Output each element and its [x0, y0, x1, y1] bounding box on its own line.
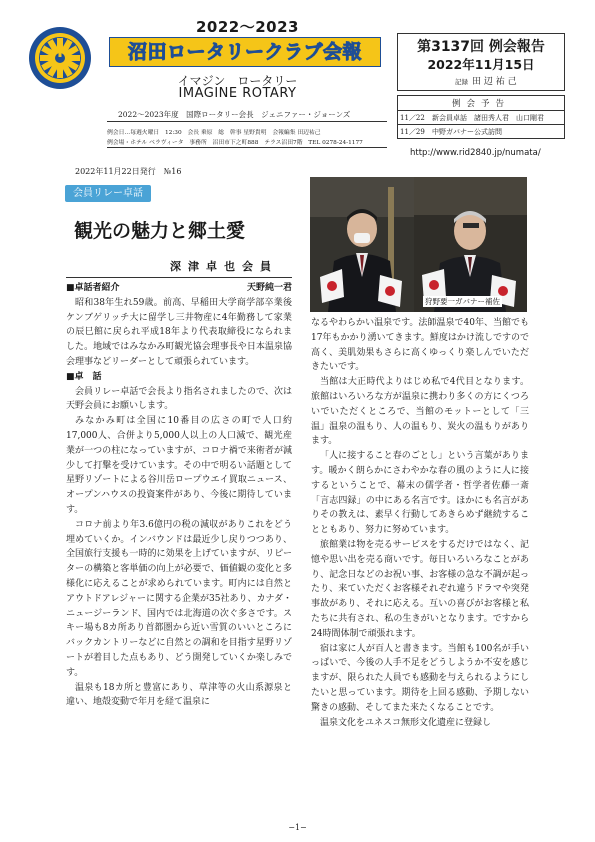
paragraph: 温泉文化をユネスコ無形文化遺産に登録し: [320, 717, 492, 728]
recorder-label: 記録: [455, 78, 468, 86]
theme-japanese: イマジン ロータリー: [177, 74, 298, 88]
article-left-column: [66, 281, 292, 710]
schedule-text: 中野ガバナー公式訪問: [430, 125, 565, 139]
speaker-photo-illustration: [310, 177, 414, 312]
theme-english: IMAGINE ROTARY: [178, 86, 297, 101]
speaker-photo: [310, 177, 414, 312]
meeting-info: 例会日…毎週火曜日 12:30 会長 乗原 総 幹事 星野貴明 会報編集 田辺祐己: [107, 130, 321, 136]
header-divider: [107, 121, 387, 122]
club-url[interactable]: http://www.rid2840.jp/numata/: [410, 148, 541, 158]
president-line: 2022～2023年度 国際ロータリー会長 ジェニファー・ジョーンズ: [118, 110, 351, 119]
photo-caption: 狩野要一ガバナー補佐: [425, 297, 500, 306]
schedule-date: 11／29: [398, 125, 431, 139]
header-divider: [107, 147, 387, 148]
speaker-divider: [66, 277, 292, 278]
paragraph: みなかみ町は全国に10番目の広さの町で人口約17,000人、合併より5,000人以上の人口減で、観光産業が一つの柱になっていますが、コロナ禍で来術者が減少して打撃を受けています。その中で明るい話題として星野リゾートによる谷川岳ロープウエイ買取ニュース、オープンハウスの投資案件があり、今後に期待しています。: [66, 416, 292, 515]
article-right-column: [311, 316, 529, 730]
guest-photo: [414, 177, 527, 312]
paragraph: 当館は大正時代よりはじめ私で4代目となります。旅館はいろいろな方が温泉に携わり多くの方にくつろいでいただくところで、当館のモットーとして「三温」温泉の温もり、人の温もり、炭火の温もりがあります。: [311, 377, 529, 447]
paragraph: コロナ前より年3.6億円の税の減収がありこれをどう埋めていくか。インバウンドは最近少し戻りつつあり、全国旅行支援も一時的に効果を上げていますが、リピーターの構築と客単価の向上が必要で、価値観の変化と多様化に応えることが求められています。町内には自然とアウトドアレジャーに関する企業が35社あり、カナダ・ニュージーランド、国内では北海道の次ぐ多さです。スキー場も8カ所あり首都圏から近い雪質のいいところにバックカントリーなどに自然との調和を目指す星野リゾートが着目した点もあり、どう開発していくか楽しみです。: [66, 519, 292, 678]
paragraph: 旅館業は物を売るサービスをするだけではなく、記憶や思い出を売る商いです。毎日いろいろなことがあり、記念日などのお祝い事、お客様の急な不調が起ったり、来ていただくお客様それぞれ違うドラマや突発事故があり、それに応える。互いの喜びがお客様と私たちに共有され、私の生きがいとなります。ですから24時間体制で頑張れます。: [311, 539, 529, 639]
article-headline: 観光の魅力と郷土愛: [74, 220, 246, 242]
schedule-text: 新会員卓話 諸田秀人君 山口剛君: [430, 111, 565, 125]
club-title: 沼田ロータリークラブ会報: [127, 41, 362, 63]
paragraph: 「人に接すること春のごとし」という言葉があります。暖かく朗らかにさわやかな春の風のように人に接するということで、幕末の儒学者・哲学者佐藤一斎「言志四録」の中にある名言です。ほかにも名言がありその教えは、素早く行動してあきらめず継続することともあり、努力に努めています。: [311, 451, 529, 536]
article-tag: 会員リレー卓話: [65, 185, 151, 202]
report-date: 2022年11月15日: [427, 57, 535, 72]
schedule-row: [398, 111, 565, 125]
fiscal-years: 2022～2023: [196, 18, 299, 36]
issue-date: 2022年11月22日発行 №16: [75, 167, 182, 176]
page-number: −1−: [288, 823, 307, 832]
recorder-name: 田 辺 祐 己: [472, 77, 517, 87]
recorder: [455, 74, 517, 87]
intro-author: 天野純一君: [246, 283, 292, 293]
meeting-schedule: [397, 95, 565, 139]
paragraph: 宿は家に人が百人と書きます。当館も100名が手いっぱいで、今後の人手不足をどうしようか不安を感じますが、限られた人員でも感動を与えられるようにしたいと思っています。期待を上回る感動、予期しない驚きの感動、そしてまた来たくなることです。: [311, 643, 529, 713]
paragraph: 温泉も18カ所と豊富にあり、草津等の火山系源泉と違い、地殻変動で年月を経て温泉に: [66, 682, 292, 708]
schedule-title: 例会予告: [451, 99, 510, 109]
intro-heading-row: [66, 281, 292, 296]
paragraph: 会員リレー卓話で会長より指名されましたので、次は天野会員にお願いします。: [66, 386, 292, 412]
paragraph: 昭和38年生れ59歳。前高、早稲田大学商学部卒業後ケンブゲリッチ大に留学し三井物産に4年勤務して家業の辰巳館に戻られ平成18年より代表取締役になられました。地域ではみなかみ町観光協会理事長や日本温泉協会理事などリーダーとして頑張られています。: [66, 297, 292, 367]
intro-heading: ■卓話者紹介: [66, 283, 120, 293]
schedule-row: [398, 125, 565, 139]
paragraph: なるやわらかい温泉です。法師温泉で40年、当館でも17年もかかり湧いてきます。鮮度はかけ流しですので高く、美肌効果もさらに高くゆっくり楽しんでいただきたいです。: [311, 318, 529, 373]
speaker-name: 深津卓也会員: [170, 260, 278, 273]
office-info: 例会場・ホテル ベラヴィータ 事務所 沼田市下之町888 テラス沼田7階 TEL 0278-24-1177: [107, 140, 363, 146]
guest-photo-illustration: [414, 177, 527, 312]
talk-heading: ■卓 話: [66, 371, 102, 382]
report-number: 第3137回 例会報告: [417, 39, 545, 55]
schedule-date: 11／22: [398, 111, 431, 125]
